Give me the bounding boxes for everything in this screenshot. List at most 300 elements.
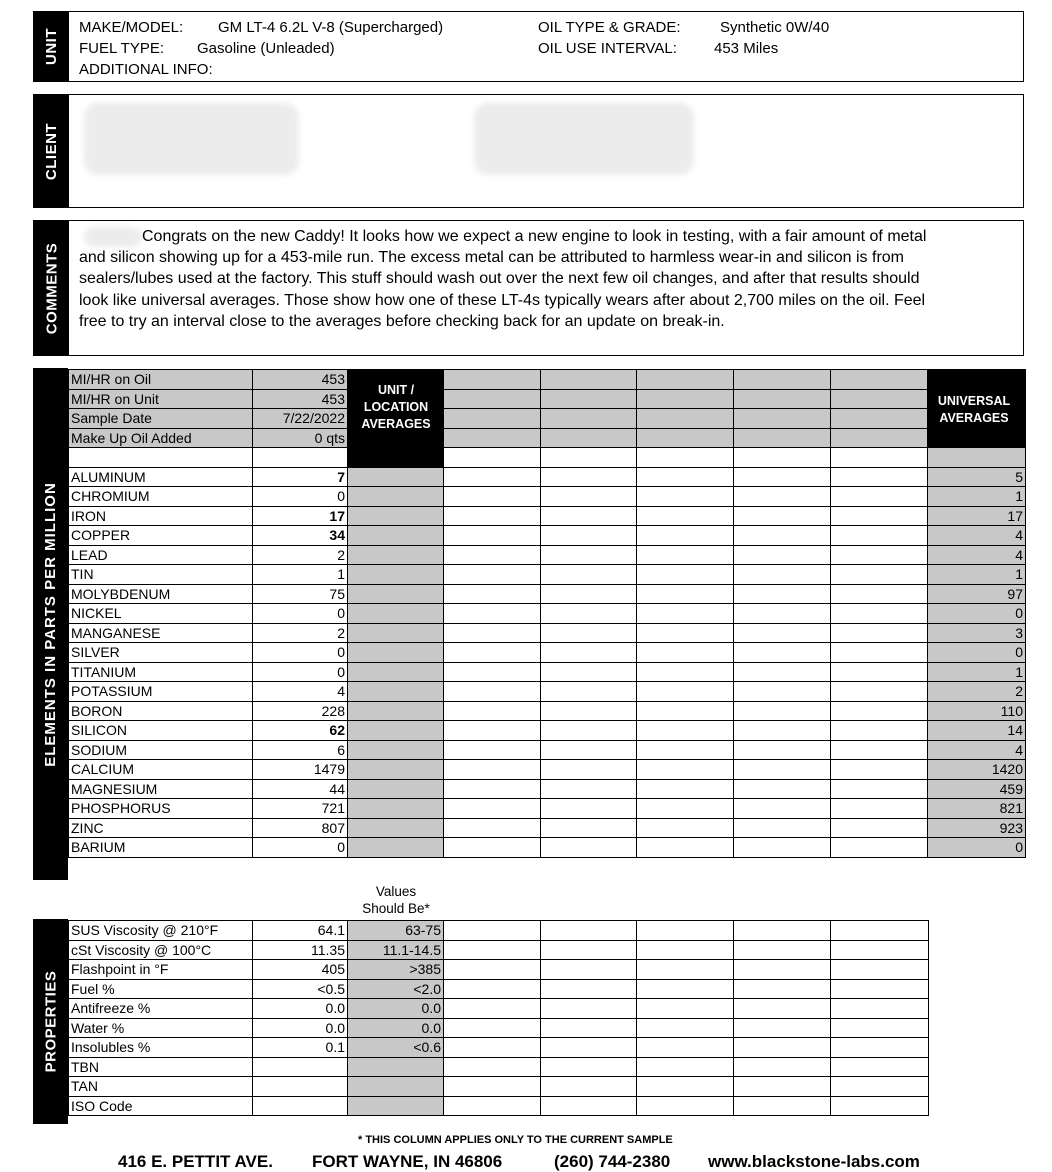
history-cell xyxy=(541,1096,637,1116)
history-cell xyxy=(734,604,831,624)
history-cell xyxy=(444,721,541,741)
history-cell xyxy=(637,467,734,487)
info-value: 0 qts xyxy=(253,428,348,448)
history-cell xyxy=(541,960,637,980)
property-should-be: <0.6 xyxy=(348,1038,444,1058)
history-cell xyxy=(734,584,831,604)
universal-average: 14 xyxy=(928,721,1026,741)
history-cell xyxy=(831,740,928,760)
universal-average: 0 xyxy=(928,838,1026,858)
history-cell xyxy=(831,940,929,960)
element-row xyxy=(69,526,1026,546)
history-cell xyxy=(637,428,734,448)
element-row xyxy=(69,487,1026,507)
history-cell xyxy=(637,740,734,760)
history-cell xyxy=(734,370,831,390)
element-name: POTASSIUM xyxy=(69,682,253,702)
element-row xyxy=(69,643,1026,663)
element-name: BORON xyxy=(69,701,253,721)
history-cell xyxy=(637,584,734,604)
element-name: ALUMINUM xyxy=(69,467,253,487)
property-name: Fuel % xyxy=(69,979,253,999)
history-cell xyxy=(444,1096,541,1116)
element-row xyxy=(69,506,1026,526)
spacer-cell xyxy=(253,448,348,468)
unit-location-cell xyxy=(348,799,444,819)
history-cell xyxy=(831,565,928,585)
element-name: MANGANESE xyxy=(69,623,253,643)
history-cell xyxy=(444,409,541,429)
property-value xyxy=(253,1057,348,1077)
info-value: 7/22/2022 xyxy=(253,409,348,429)
element-name: ZINC xyxy=(69,818,253,838)
history-cell xyxy=(541,921,637,941)
history-cell xyxy=(444,428,541,448)
history-cell xyxy=(541,940,637,960)
property-should-be: 0.0 xyxy=(348,1018,444,1038)
history-cell xyxy=(637,1018,734,1038)
property-row xyxy=(69,1038,929,1058)
history-cell xyxy=(541,526,637,546)
element-row xyxy=(69,838,1026,858)
property-should-be xyxy=(348,1096,444,1116)
universal-average: 1 xyxy=(928,487,1026,507)
property-should-be: >385 xyxy=(348,960,444,980)
element-value: 6 xyxy=(253,740,348,760)
unit-location-cell xyxy=(348,584,444,604)
unit-location-cell xyxy=(348,487,444,507)
history-cell xyxy=(831,506,928,526)
history-cell xyxy=(541,818,637,838)
history-cell xyxy=(541,721,637,741)
unit-location-cell xyxy=(348,838,444,858)
history-cell xyxy=(831,701,928,721)
universal-average: 3 xyxy=(928,623,1026,643)
history-cell xyxy=(637,701,734,721)
history-cell xyxy=(734,545,831,565)
footer-phone: (260) 744-2380 xyxy=(554,1152,671,1171)
history-cell xyxy=(831,584,928,604)
history-cell xyxy=(734,740,831,760)
history-cell xyxy=(831,779,928,799)
element-name: LEAD xyxy=(69,545,253,565)
universal-average: 1 xyxy=(928,662,1026,682)
client-section-label: CLIENT xyxy=(34,95,69,207)
should-be-header: Values Should Be* xyxy=(362,884,430,916)
unit-section xyxy=(33,11,1024,82)
history-cell xyxy=(637,545,734,565)
history-cell xyxy=(444,682,541,702)
history-cell xyxy=(541,838,637,858)
fuel-type-value: Gasoline (Unleaded) xyxy=(197,40,335,57)
elements-table xyxy=(68,369,1026,858)
element-row xyxy=(69,682,1026,702)
history-cell xyxy=(831,1018,929,1038)
history-cell xyxy=(831,1057,929,1077)
spacer-cell xyxy=(69,448,253,468)
history-cell xyxy=(444,487,541,507)
property-value: 11.35 xyxy=(253,940,348,960)
unit-location-cell xyxy=(348,565,444,585)
history-cell xyxy=(831,838,928,858)
universal-header-cell xyxy=(928,428,1026,448)
history-cell xyxy=(831,623,928,643)
history-cell xyxy=(734,979,831,999)
history-cell xyxy=(541,682,637,702)
property-name: Antifreeze % xyxy=(69,999,253,1019)
unit-location-cell xyxy=(348,721,444,741)
history-cell xyxy=(637,1057,734,1077)
history-cell xyxy=(734,1077,831,1097)
element-value: 0 xyxy=(253,604,348,624)
history-cell xyxy=(541,799,637,819)
history-cell xyxy=(444,838,541,858)
history-cell xyxy=(637,818,734,838)
comments-section xyxy=(33,220,1024,356)
element-value: 1 xyxy=(253,565,348,585)
element-row xyxy=(69,584,1026,604)
oil-type-value: Synthetic 0W/40 xyxy=(720,19,830,36)
element-value: 2 xyxy=(253,545,348,565)
additional-info-label: ADDITIONAL INFO: xyxy=(79,61,213,78)
element-row xyxy=(69,701,1026,721)
history-cell xyxy=(444,760,541,780)
history-cell xyxy=(444,921,541,941)
property-row xyxy=(69,1018,929,1038)
history-cell xyxy=(541,428,637,448)
property-should-be xyxy=(348,1057,444,1077)
element-value: 75 xyxy=(253,584,348,604)
history-cell xyxy=(541,979,637,999)
history-cell xyxy=(734,999,831,1019)
history-cell xyxy=(541,1018,637,1038)
history-cell xyxy=(444,960,541,980)
history-cell xyxy=(541,409,637,429)
element-row xyxy=(69,779,1026,799)
property-should-be: <2.0 xyxy=(348,979,444,999)
element-value: 1479 xyxy=(253,760,348,780)
history-cell xyxy=(831,662,928,682)
property-name: SUS Viscosity @ 210°F xyxy=(69,921,253,941)
history-cell xyxy=(444,799,541,819)
element-value: 0 xyxy=(253,487,348,507)
info-label: MI/HR on Unit xyxy=(69,389,253,409)
client-redacted-left xyxy=(84,103,299,175)
property-name: cSt Viscosity @ 100°C xyxy=(69,940,253,960)
property-name: Water % xyxy=(69,1018,253,1038)
history-cell xyxy=(444,389,541,409)
history-cell xyxy=(831,682,928,702)
info-label: Sample Date xyxy=(69,409,253,429)
history-cell xyxy=(637,838,734,858)
property-row xyxy=(69,999,929,1019)
history-cell xyxy=(831,1096,929,1116)
client-redacted-right xyxy=(474,103,694,175)
history-cell xyxy=(637,760,734,780)
history-cell xyxy=(637,960,734,980)
property-name: ISO Code xyxy=(69,1096,253,1116)
history-cell xyxy=(541,643,637,663)
history-cell xyxy=(541,760,637,780)
history-cell xyxy=(831,921,929,941)
history-cell xyxy=(831,1038,929,1058)
history-cell xyxy=(637,1077,734,1097)
element-row xyxy=(69,545,1026,565)
element-value: 0 xyxy=(253,643,348,663)
history-cell xyxy=(831,370,928,390)
history-cell xyxy=(444,979,541,999)
element-name: TITANIUM xyxy=(69,662,253,682)
element-value: 62 xyxy=(253,721,348,741)
history-cell xyxy=(541,467,637,487)
property-value: 0.0 xyxy=(253,1018,348,1038)
property-should-be: 11.1-14.5 xyxy=(348,940,444,960)
history-cell xyxy=(444,604,541,624)
oil-interval-label: OIL USE INTERVAL: xyxy=(538,40,677,57)
history-cell xyxy=(831,818,928,838)
history-cell xyxy=(541,487,637,507)
history-cell xyxy=(734,682,831,702)
history-cell xyxy=(734,1038,831,1058)
history-cell xyxy=(831,799,928,819)
history-cell xyxy=(734,1057,831,1077)
history-cell xyxy=(831,721,928,741)
universal-cell xyxy=(928,448,1026,468)
history-cell xyxy=(637,409,734,429)
history-cell xyxy=(734,818,831,838)
unit-location-cell xyxy=(348,779,444,799)
element-name: BARIUM xyxy=(69,838,253,858)
history-cell xyxy=(831,760,928,780)
info-row xyxy=(69,370,1026,390)
universal-header-cell xyxy=(928,370,1026,390)
properties-section-label: PROPERTIES xyxy=(33,919,68,1124)
element-name: MAGNESIUM xyxy=(69,779,253,799)
history-cell xyxy=(734,565,831,585)
history-cell xyxy=(734,940,831,960)
element-name: SILVER xyxy=(69,643,253,663)
history-cell xyxy=(734,779,831,799)
element-name: SILICON xyxy=(69,721,253,741)
property-row xyxy=(69,921,929,941)
history-cell xyxy=(637,1038,734,1058)
universal-average: 1 xyxy=(928,565,1026,585)
element-row xyxy=(69,565,1026,585)
element-name: MOLYBDENUM xyxy=(69,584,253,604)
history-cell xyxy=(831,467,928,487)
history-cell xyxy=(444,701,541,721)
element-value: 7 xyxy=(253,467,348,487)
properties-table xyxy=(68,920,929,1116)
history-cell xyxy=(444,526,541,546)
history-cell xyxy=(541,999,637,1019)
property-value: 64.1 xyxy=(253,921,348,941)
history-cell xyxy=(637,370,734,390)
history-cell xyxy=(637,999,734,1019)
history-cell xyxy=(541,623,637,643)
property-row xyxy=(69,979,929,999)
universal-average: 1420 xyxy=(928,760,1026,780)
property-value: 0.0 xyxy=(253,999,348,1019)
history-cell xyxy=(831,643,928,663)
history-cell xyxy=(541,701,637,721)
oil-type-label: OIL TYPE & GRADE: xyxy=(538,19,681,36)
comments-text: Congrats on the new Caddy! It looks how we expect a new engine to look in testing, with a fair amount of metal and silicon showing up for a 453-mile run. The excess metal can be attributed to harmless wear-in and silicon is from sealers/lubes used at the factory. This stuff should wash out over the next few oil changes, and after that results should look like universal averages. Those show how one of these LT-4s typically wears after about 2,700 miles on the oil. Feel free to try an interval close to the averages before checking back for an update on break-in. xyxy=(79,228,927,330)
history-cell xyxy=(637,623,734,643)
history-cell xyxy=(541,662,637,682)
unit-location-header-cell xyxy=(348,448,444,468)
history-cell xyxy=(444,1038,541,1058)
history-cell xyxy=(734,701,831,721)
history-cell xyxy=(444,370,541,390)
unit-location-cell xyxy=(348,506,444,526)
history-cell xyxy=(637,1096,734,1116)
universal-averages-header: UNIVERSAL AVERAGES xyxy=(937,394,1011,425)
info-row xyxy=(69,389,1026,409)
info-value: 453 xyxy=(253,370,348,390)
history-cell xyxy=(831,1077,929,1097)
footer-city: FORT WAYNE, IN 46806 xyxy=(312,1152,503,1171)
universal-average: 0 xyxy=(928,643,1026,663)
history-cell xyxy=(444,584,541,604)
property-row xyxy=(69,960,929,980)
element-row xyxy=(69,740,1026,760)
history-cell xyxy=(734,960,831,980)
history-cell xyxy=(444,662,541,682)
property-name: TBN xyxy=(69,1057,253,1077)
element-value: 2 xyxy=(253,623,348,643)
element-value: 17 xyxy=(253,506,348,526)
unit-location-cell xyxy=(348,467,444,487)
history-cell xyxy=(734,487,831,507)
history-cell xyxy=(444,999,541,1019)
universal-average: 17 xyxy=(928,506,1026,526)
history-cell xyxy=(637,643,734,663)
element-name: NICKEL xyxy=(69,604,253,624)
history-cell xyxy=(637,979,734,999)
history-cell xyxy=(637,662,734,682)
universal-average: 4 xyxy=(928,740,1026,760)
element-row xyxy=(69,760,1026,780)
history-cell xyxy=(637,721,734,741)
history-cell xyxy=(637,565,734,585)
element-row xyxy=(69,799,1026,819)
history-cell xyxy=(541,545,637,565)
history-cell xyxy=(637,682,734,702)
history-cell xyxy=(637,526,734,546)
history-cell xyxy=(831,999,929,1019)
history-cell xyxy=(541,1038,637,1058)
universal-average: 110 xyxy=(928,701,1026,721)
element-name: PHOSPHORUS xyxy=(69,799,253,819)
unit-location-cell xyxy=(348,818,444,838)
history-cell xyxy=(637,799,734,819)
universal-average: 821 xyxy=(928,799,1026,819)
history-cell xyxy=(541,740,637,760)
history-cell xyxy=(541,1057,637,1077)
property-row xyxy=(69,1057,929,1077)
property-value xyxy=(253,1077,348,1097)
info-label: Make Up Oil Added xyxy=(69,428,253,448)
element-name: CALCIUM xyxy=(69,760,253,780)
info-row xyxy=(69,409,1026,429)
info-row xyxy=(69,428,1026,448)
history-cell xyxy=(444,467,541,487)
history-cell xyxy=(637,389,734,409)
property-name: Flashpoint in °F xyxy=(69,960,253,980)
comments-section-label: COMMENTS xyxy=(34,221,69,355)
element-value: 44 xyxy=(253,779,348,799)
unit-location-cell xyxy=(348,623,444,643)
fuel-type-label: FUEL TYPE: xyxy=(79,40,165,57)
unit-location-averages-header: UNIT / LOCATION AVERAGES xyxy=(361,383,431,431)
history-cell xyxy=(637,779,734,799)
element-name: TIN xyxy=(69,565,253,585)
history-cell xyxy=(444,623,541,643)
element-name: IRON xyxy=(69,506,253,526)
property-value xyxy=(253,1096,348,1116)
footer-note: * THIS COLUMN APPLIES ONLY TO THE CURRENT SAMPLE xyxy=(358,1134,673,1146)
history-cell xyxy=(831,545,928,565)
history-cell xyxy=(637,940,734,960)
universal-average: 459 xyxy=(928,779,1026,799)
element-name: COPPER xyxy=(69,526,253,546)
spacer-cell xyxy=(831,448,928,468)
history-cell xyxy=(444,740,541,760)
history-cell xyxy=(734,721,831,741)
history-cell xyxy=(734,643,831,663)
history-cell xyxy=(831,526,928,546)
property-should-be xyxy=(348,1077,444,1097)
universal-average: 5 xyxy=(928,467,1026,487)
spacer-cell xyxy=(637,448,734,468)
property-value: 405 xyxy=(253,960,348,980)
history-cell xyxy=(734,838,831,858)
elements-section-label: ELEMENTS IN PARTS PER MILLION xyxy=(33,368,68,880)
unit-location-cell xyxy=(348,604,444,624)
history-cell xyxy=(831,487,928,507)
unit-location-cell xyxy=(348,682,444,702)
history-cell xyxy=(734,389,831,409)
history-cell xyxy=(734,526,831,546)
history-cell xyxy=(734,409,831,429)
element-row xyxy=(69,662,1026,682)
history-cell xyxy=(444,1077,541,1097)
history-cell xyxy=(734,1018,831,1038)
history-cell xyxy=(541,584,637,604)
history-cell xyxy=(541,389,637,409)
history-cell xyxy=(541,370,637,390)
property-row xyxy=(69,1077,929,1097)
history-cell xyxy=(541,779,637,799)
history-cell xyxy=(734,662,831,682)
element-value: 807 xyxy=(253,818,348,838)
history-cell xyxy=(637,506,734,526)
history-cell xyxy=(444,643,541,663)
history-cell xyxy=(637,487,734,507)
history-cell xyxy=(444,779,541,799)
make-model-label: MAKE/MODEL: xyxy=(79,19,184,36)
history-cell xyxy=(444,565,541,585)
history-cell xyxy=(444,545,541,565)
client-section xyxy=(33,94,1024,208)
history-cell xyxy=(637,921,734,941)
history-cell xyxy=(541,604,637,624)
history-cell xyxy=(734,1096,831,1116)
universal-average: 2 xyxy=(928,682,1026,702)
history-cell xyxy=(831,960,929,980)
history-cell xyxy=(734,921,831,941)
